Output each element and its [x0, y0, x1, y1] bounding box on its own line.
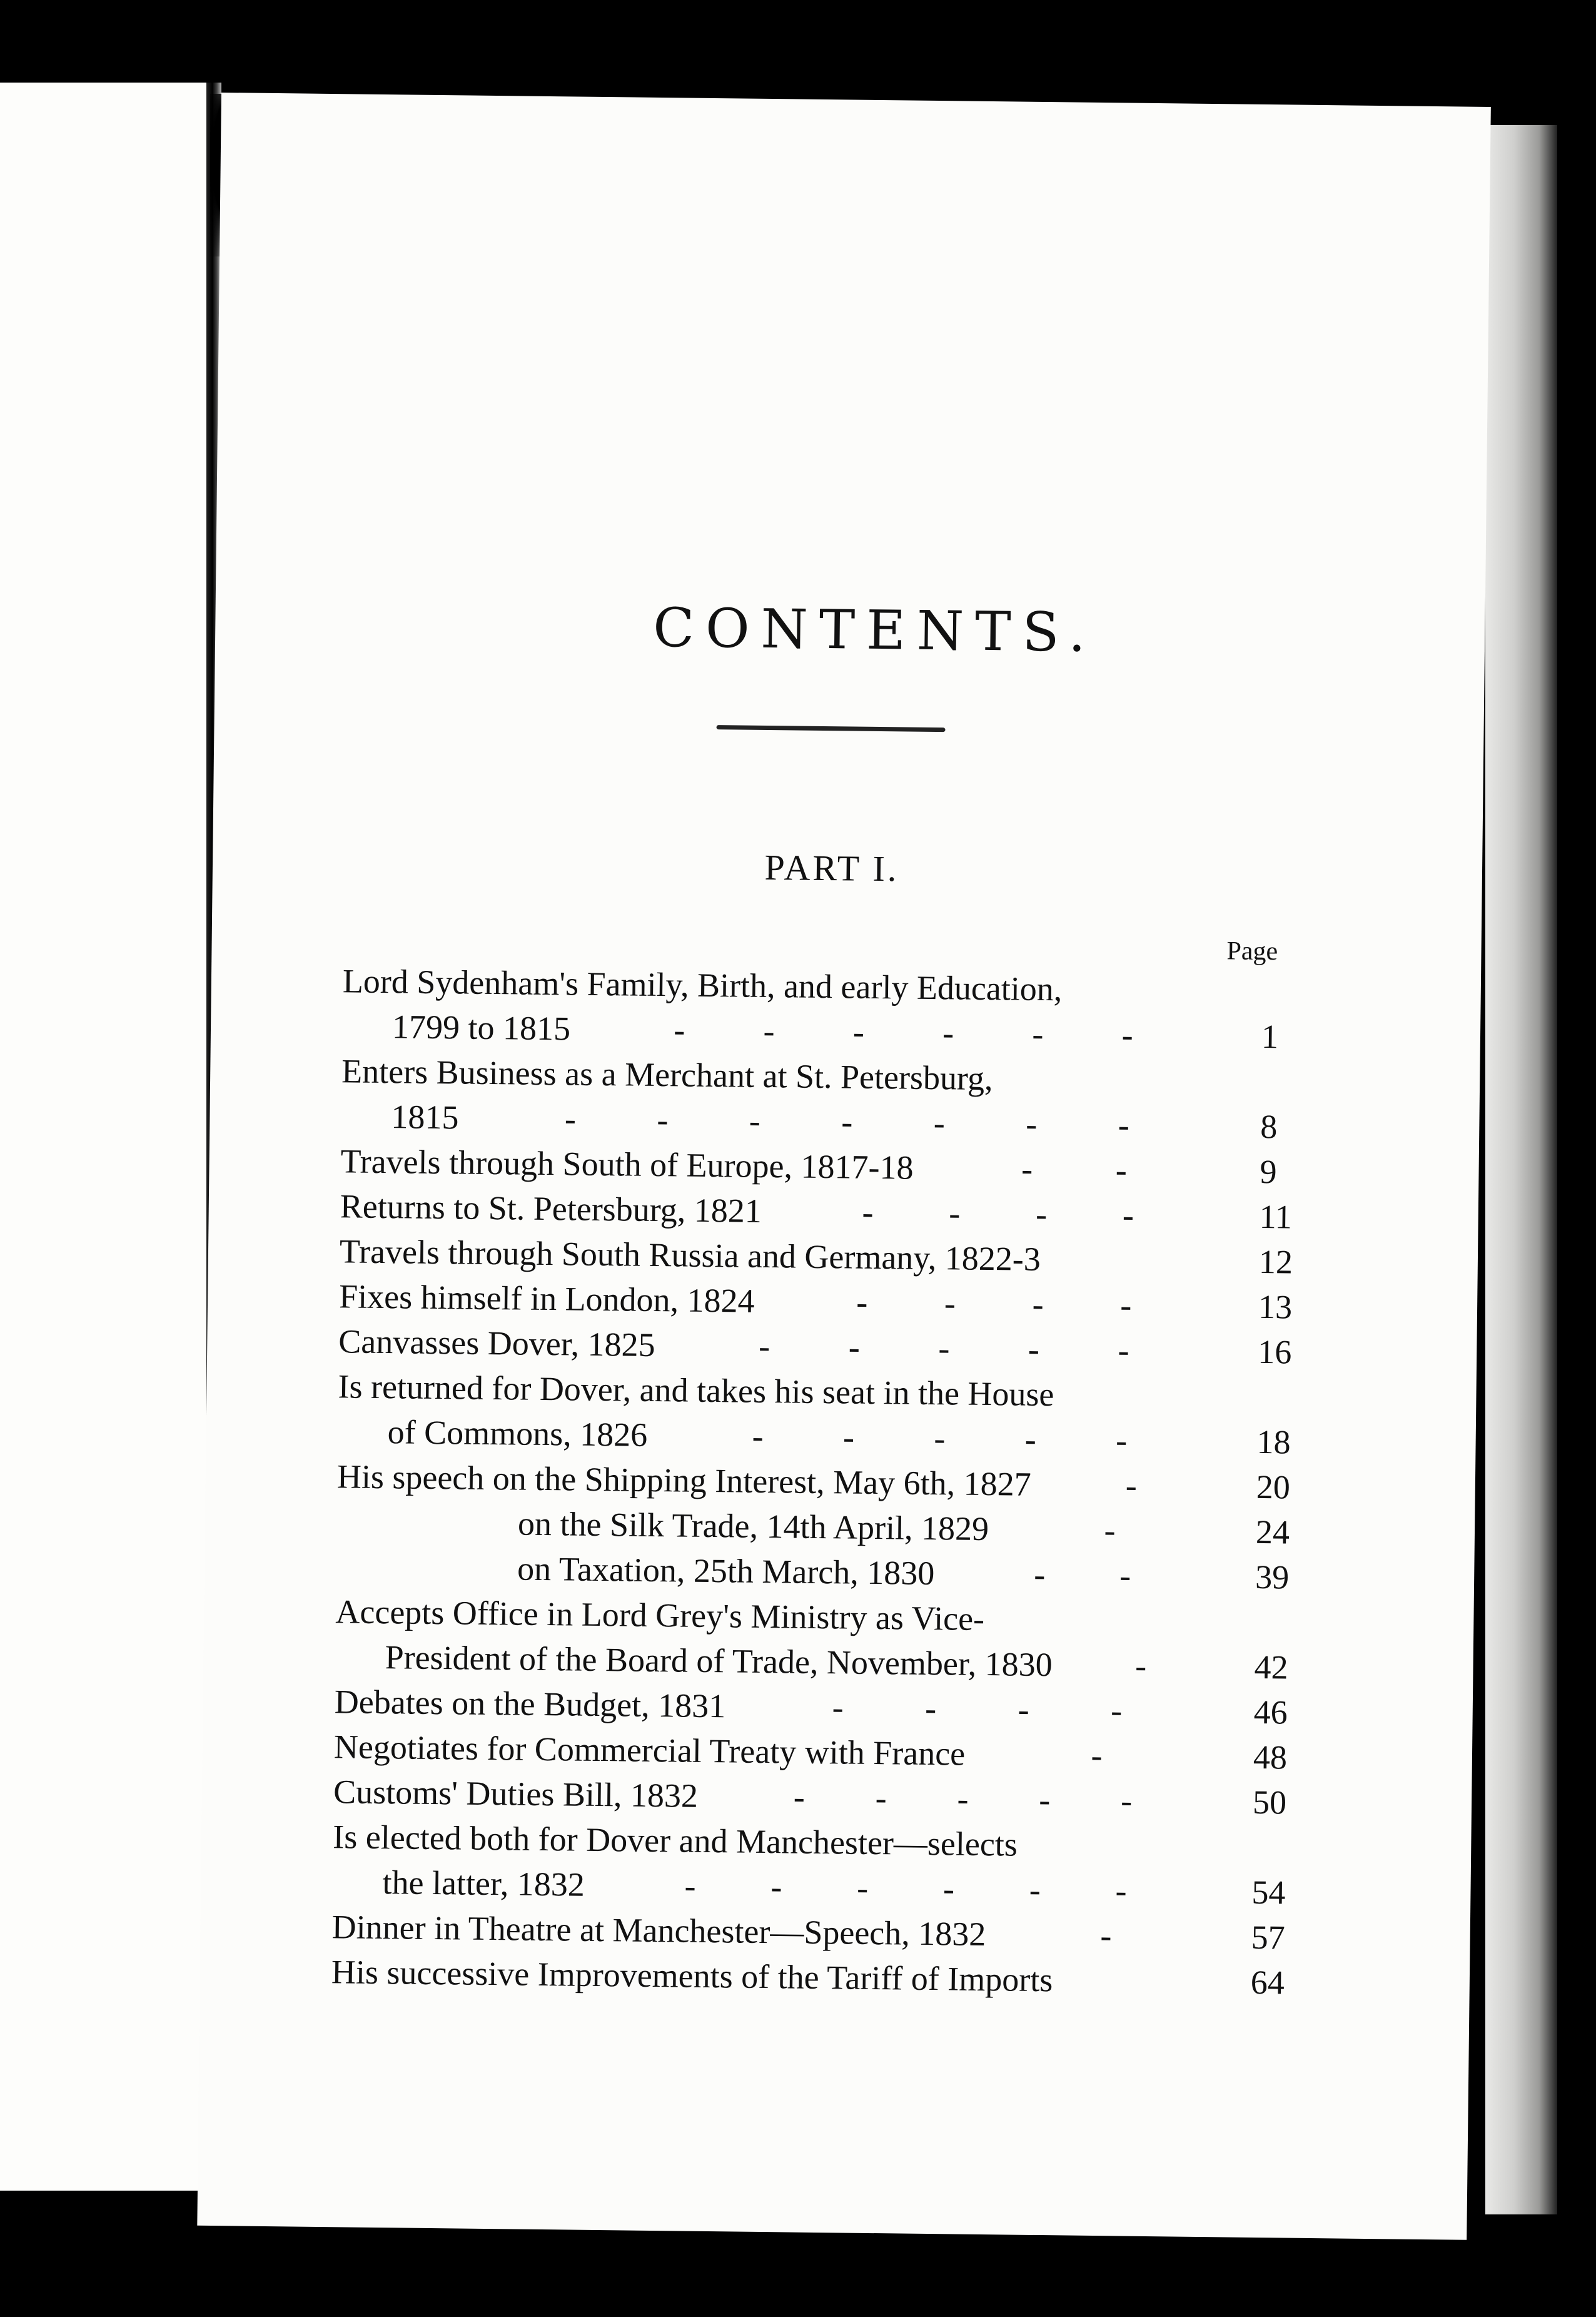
toc-page-number: 18 [1256, 1422, 1291, 1461]
leader-dashes: - - - - [856, 1283, 1132, 1324]
toc-page-number: 48 [1253, 1738, 1288, 1777]
leader-dashes: - - - - - - - [564, 1100, 1130, 1144]
toc-entry-text: the latter, 1832 [382, 1863, 585, 1904]
toc-entry-text: on Taxation, 25th March, 1830 [517, 1549, 935, 1593]
toc-entry-text: Customs' Duties Bill, 1832 [333, 1773, 699, 1815]
toc-entry-text: Is returned for Dover, and takes his seat in the House [338, 1367, 1054, 1414]
toc-entry [337, 1364, 1314, 1465]
toc-entry [341, 1048, 1318, 1150]
title-rule [717, 725, 946, 732]
leader-dashes: - - [1033, 1555, 1131, 1595]
leader-dashes: - [1100, 1917, 1112, 1955]
toc-entry-text: 1799 to 1815 [391, 1008, 571, 1048]
toc-entry-text: Returns to St. Petersburg, 1821 [340, 1187, 762, 1230]
leader-dashes: - [1134, 1646, 1147, 1685]
page-column-label: Page [1226, 936, 1278, 966]
leader-dashes: - - [1021, 1150, 1128, 1189]
toc-entry-text: Debates on the Budget, 1831 [334, 1683, 726, 1725]
contents-page [197, 93, 1491, 2240]
leader-dashes: - [1091, 1736, 1103, 1775]
toc-entry-text: Dinner in Theatre at Manchester—Speech, 1832 [331, 1908, 986, 1954]
toc-entry-text: His successive Improvements of the Tariff of Imports [331, 1953, 1053, 1999]
toc-page-number: 11 [1259, 1197, 1293, 1236]
toc-page-number: 39 [1255, 1558, 1290, 1596]
toc-entry-text: Travels through South of Europe, 1817-18 [340, 1142, 914, 1187]
toc-entry [335, 1589, 1311, 1690]
toc-entry-text: of Commons, 1826 [387, 1413, 648, 1454]
toc-page-number: 24 [1255, 1513, 1290, 1551]
leader-dashes: - - - - - [752, 1417, 1128, 1459]
toc-page-number: 13 [1258, 1287, 1293, 1326]
toc-page-number: 8 [1260, 1107, 1278, 1146]
toc-page-number: 16 [1257, 1332, 1292, 1371]
leader-dashes: - [1125, 1466, 1138, 1504]
toc-entry-text: President of the Board of Trade, November, 1830 [385, 1638, 1053, 1684]
toc-page-number: 9 [1260, 1152, 1277, 1191]
toc-page-number: 42 [1254, 1648, 1288, 1686]
leader-dashes: - - - - - [758, 1327, 1129, 1369]
leader-dashes: - - - - - - [684, 1867, 1127, 1910]
toc-entry-text: on the Silk Trade, 14th April, 1829 [517, 1504, 989, 1548]
toc-page-number: 50 [1252, 1783, 1287, 1822]
toc-entry-text: Canvasses Dover, 1825 [338, 1322, 655, 1364]
toc-entry-text: Fixes himself in London, 1824 [338, 1277, 755, 1320]
page-stack-edge [1485, 125, 1557, 2214]
leader-dashes: - - - - - [793, 1778, 1133, 1820]
toc-entry-text: His speech on the Shipping Interest, May 6th, 1827 [336, 1458, 1032, 1503]
toc-page-number: 57 [1251, 1918, 1285, 1957]
toc-entry [342, 958, 1319, 1060]
toc-page-number: 12 [1258, 1242, 1293, 1281]
toc-entry-text: Enters Business as a Merchant at St. Petersburg, [341, 1052, 993, 1098]
toc-entry-text: 1815 [391, 1098, 459, 1137]
leader-dashes: - - - - [832, 1688, 1123, 1730]
left-page-edge [0, 83, 213, 2191]
toc-entry-line [331, 1949, 1201, 2004]
toc-entry-text: Accepts Office in Lord Grey's Ministry as Vice- [335, 1593, 985, 1638]
leader-dashes: - - - - [862, 1193, 1134, 1234]
leader-dashes: - - - - - - [674, 1011, 1134, 1054]
toc-page-number: 1 [1261, 1017, 1279, 1056]
leader-dashes: - [1104, 1511, 1116, 1549]
toc-entry-text: Lord Sydenham's Family, Birth, and early Education, [342, 962, 1063, 1008]
toc-page-number: 20 [1256, 1468, 1291, 1506]
toc-entry-text: Negotiates for Commercial Treaty with France [333, 1728, 966, 1773]
toc-page-number: 64 [1250, 1963, 1285, 2002]
part-heading: PART I. [764, 846, 899, 890]
table-of-contents [331, 958, 1319, 2005]
toc-entry-text: Travels through South Russia and Germany, 1822-3 [339, 1232, 1041, 1278]
toc-page-number: 54 [1251, 1873, 1286, 1912]
page-title: CONTENTS. [652, 596, 1098, 664]
toc-entry-text: Is elected both for Dover and Manchester—selects [333, 1818, 1018, 1863]
toc-entry [332, 1814, 1309, 1915]
toc-page-number: 46 [1253, 1693, 1288, 1731]
